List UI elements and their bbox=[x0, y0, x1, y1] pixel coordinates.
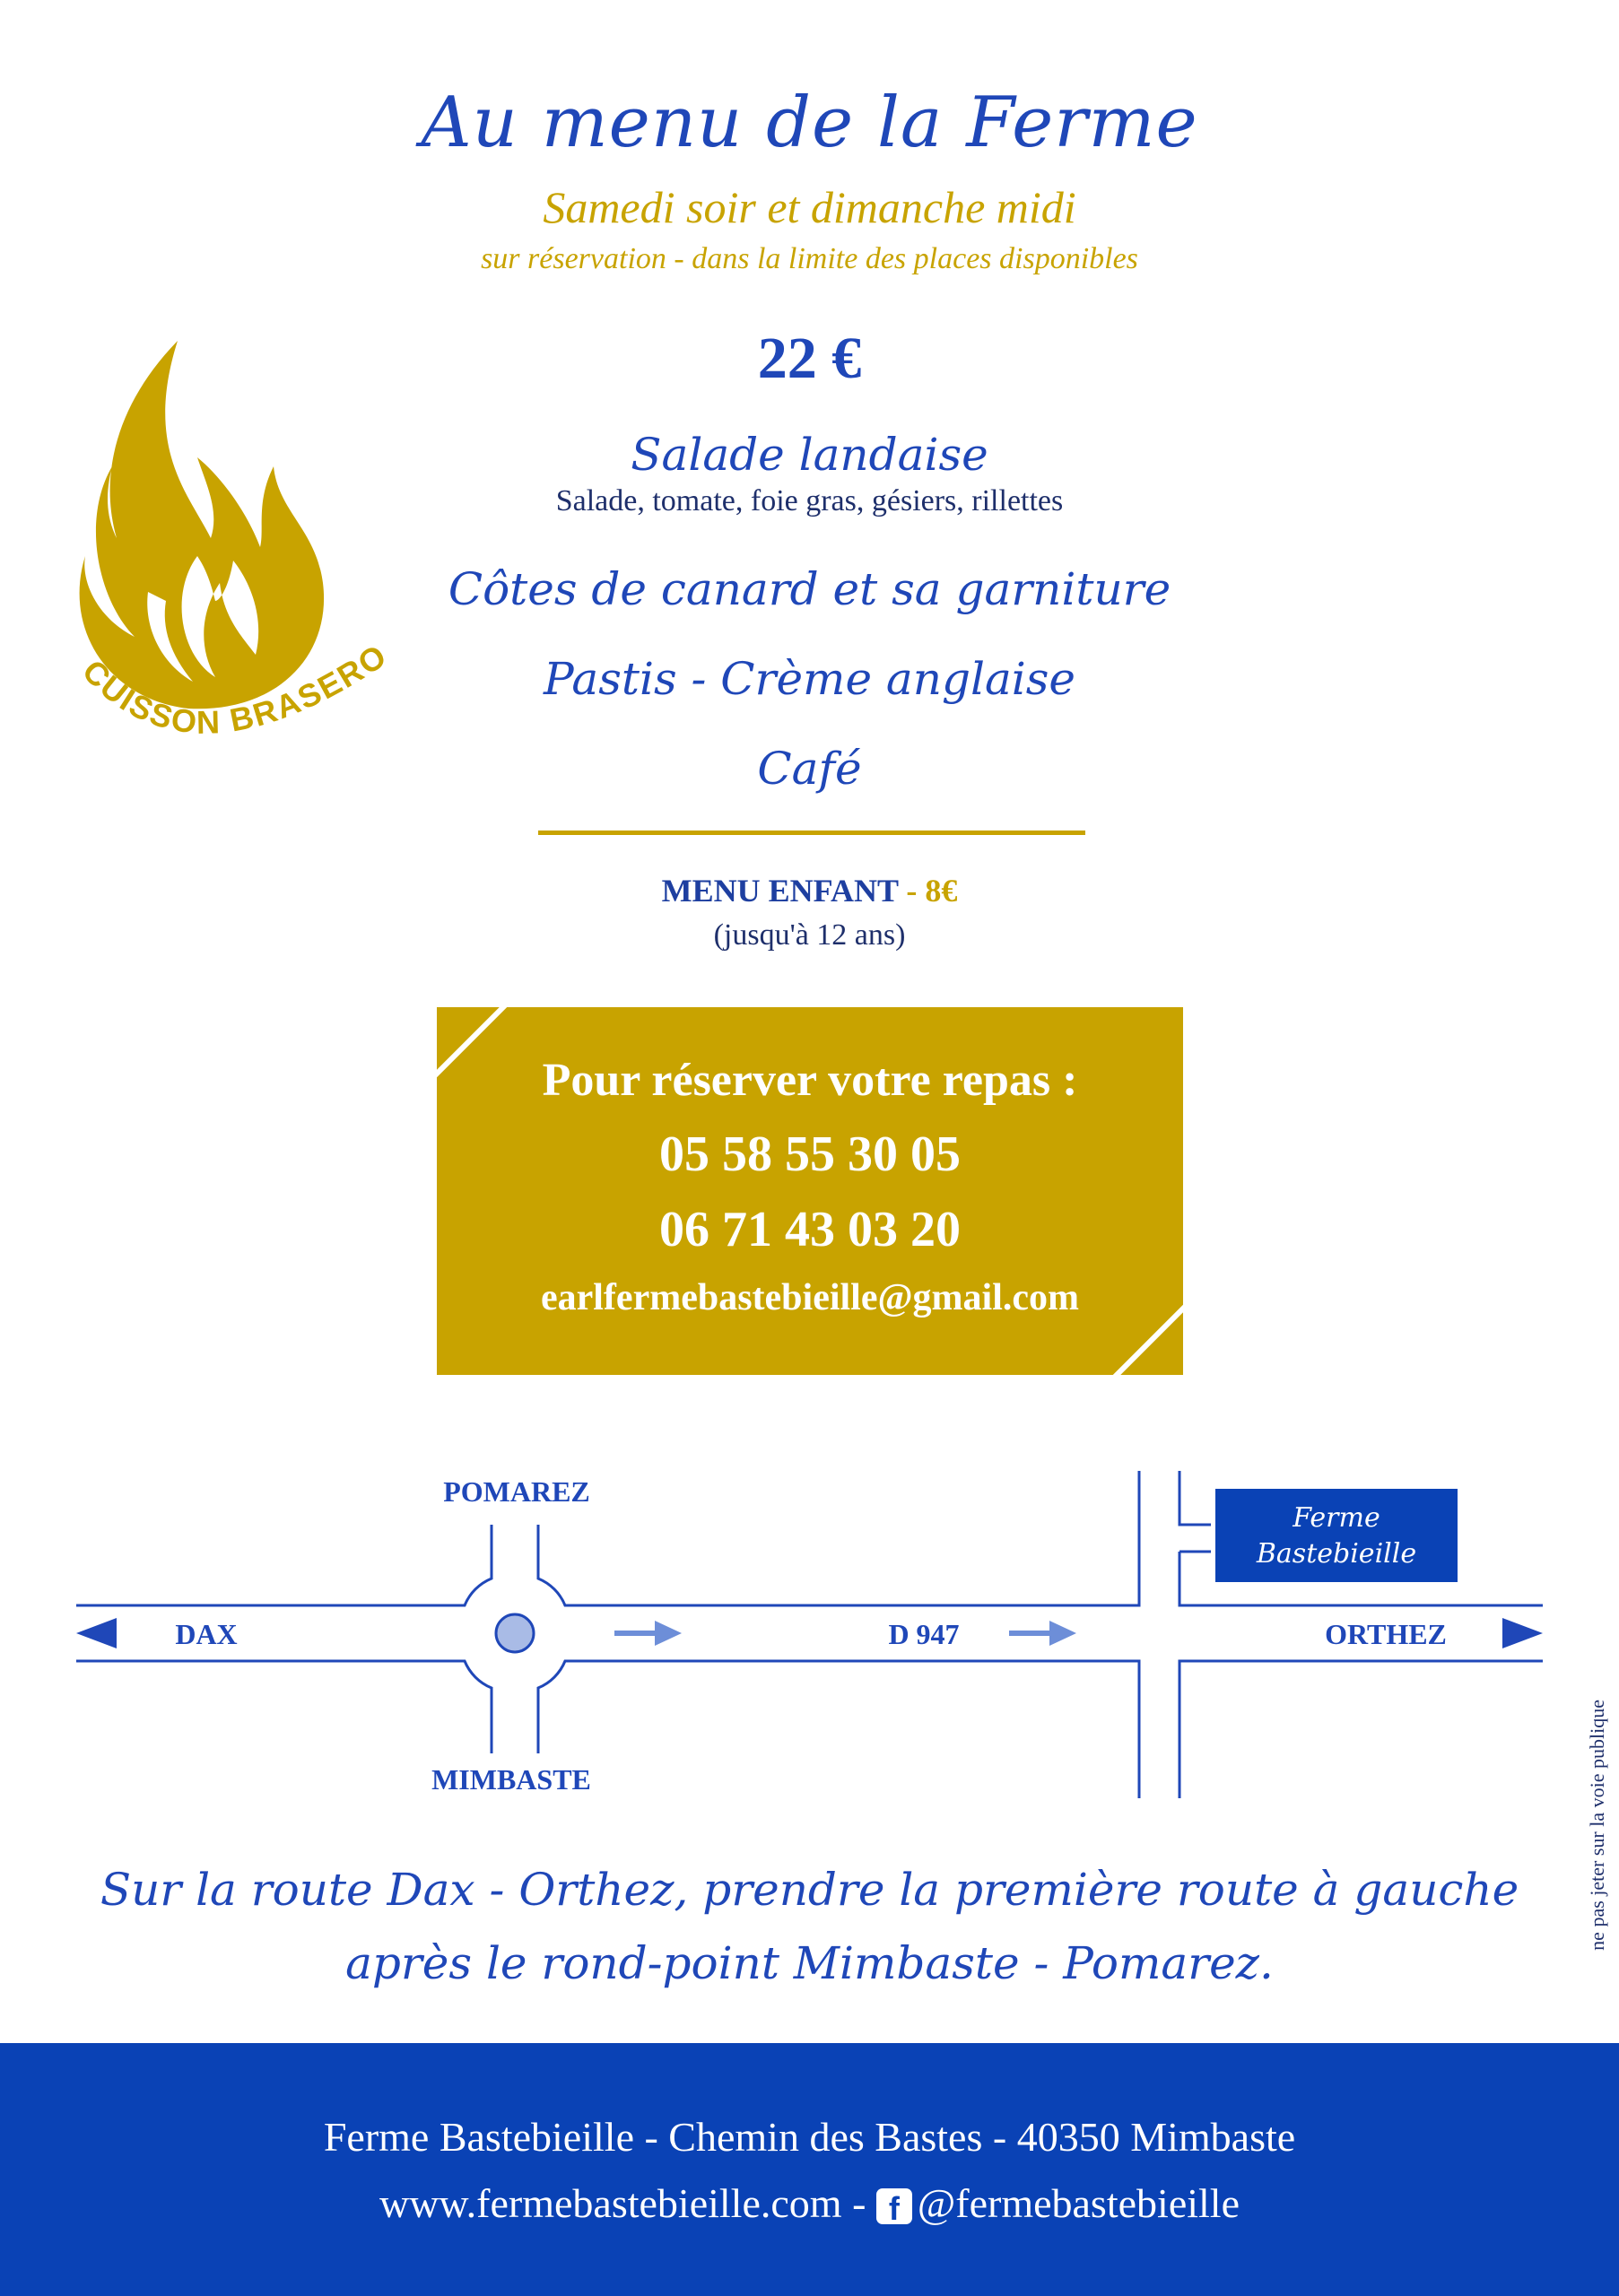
directions-text: Sur la route Dax - Orthez, prendre la première route à gauche bbox=[100, 1864, 1519, 1916]
kids-menu-label: MENU ENFANT bbox=[661, 873, 899, 909]
divider bbox=[538, 831, 1085, 835]
arrow-right-icon bbox=[1502, 1618, 1543, 1648]
reservation-label: Pour réserver votre repas : bbox=[542, 1055, 1078, 1106]
dish-name: Salade landaise bbox=[631, 429, 988, 481]
facebook-link[interactable]: @fermebastebieille bbox=[917, 2180, 1240, 2226]
email-link[interactable]: earlfermebastebieille@gmail.com bbox=[540, 1277, 1080, 1318]
side-note: ne pas jeter sur la voie publique bbox=[1586, 1700, 1608, 1951]
map-label-road: D 947 bbox=[888, 1618, 960, 1650]
dish-description: Salade, tomate, foie gras, gésiers, rillettes bbox=[555, 484, 1064, 517]
dish-name: Côtes de canard et sa garniture bbox=[448, 563, 1171, 615]
footer bbox=[0, 2043, 1619, 2296]
phone-number[interactable]: 06 71 43 03 20 bbox=[659, 1202, 961, 1257]
facebook-icon: f bbox=[876, 2188, 912, 2224]
map-label-west: DAX bbox=[175, 1618, 238, 1650]
reservation-note: sur réservation - dans la limite des places disponibles bbox=[481, 242, 1138, 275]
menu-price: 22 € bbox=[757, 326, 862, 391]
direction-arrow-icon bbox=[1009, 1621, 1076, 1646]
website-link[interactable]: www.fermebastebieille.com bbox=[379, 2180, 842, 2226]
footer-contact bbox=[0, 2179, 1619, 2227]
dish-name: Café bbox=[757, 743, 862, 795]
kids-menu bbox=[0, 872, 1619, 909]
footer-separator: - bbox=[841, 2180, 876, 2226]
farm-sign-line: Bastebieille bbox=[1256, 1538, 1417, 1570]
route-map bbox=[0, 1453, 1619, 1830]
map-label-south: MIMBASTE bbox=[431, 1763, 591, 1796]
map-label-north: POMAREZ bbox=[443, 1475, 590, 1508]
directions-text: après le rond-point Mimbaste - Pomarez. bbox=[345, 1937, 1274, 1989]
page-title: Au menu de la Ferme bbox=[421, 83, 1198, 163]
map-label-east: ORTHEZ bbox=[1325, 1618, 1447, 1650]
kids-menu-price: 8€ bbox=[925, 873, 958, 909]
logo-text: CUISSON BRASERO bbox=[75, 636, 395, 741]
footer-address: Ferme Bastebieille - Chemin des Bastes - 40350 Mimbaste bbox=[323, 2114, 1296, 2160]
direction-arrow-icon bbox=[614, 1621, 682, 1646]
dish-name: Pastis - Crème anglaise bbox=[544, 653, 1075, 705]
kids-menu-separator: - bbox=[898, 873, 926, 909]
phone-number[interactable]: 05 58 55 30 05 bbox=[659, 1126, 961, 1182]
reservation-box bbox=[437, 1007, 1183, 1375]
arrow-left-icon bbox=[76, 1618, 117, 1648]
kids-menu-age: (jusqu'à 12 ans) bbox=[713, 918, 906, 952]
farm-sign-line: Ferme bbox=[1293, 1502, 1380, 1534]
roundabout bbox=[496, 1614, 534, 1652]
subtitle: Samedi soir et dimanche midi bbox=[543, 182, 1076, 232]
